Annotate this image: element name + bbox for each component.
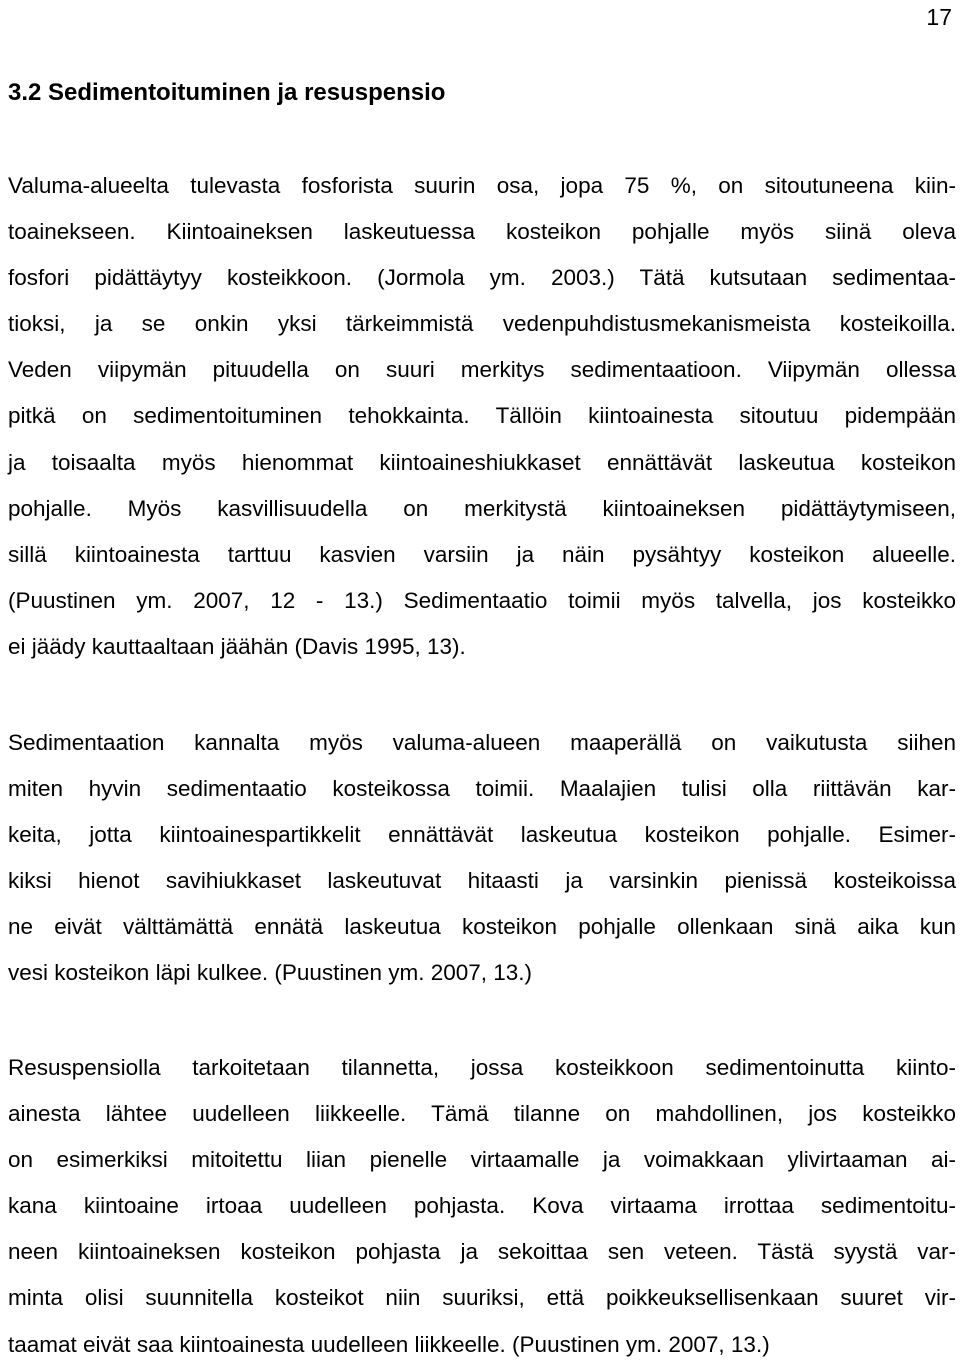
text-line: pitkä on sedimentoituminen tehokkainta. Tällöin kiintoainesta sitoutuu pidempään <box>8 403 956 429</box>
text-line: kana kiintoaine irtoaa uudelleen pohjasta. Kova virtaama irrottaa sedimentoitu- <box>8 1193 956 1219</box>
text-line: miten hyvin sedimentaatio kosteikossa toimii. Maalajien tulisi olla riittävän kar- <box>8 776 956 802</box>
paragraph-resuspension <box>8 1045 956 1368</box>
text-line: pohjalle. Myös kasvillisuudella on merkitystä kiintoaineksen pidättäytymiseen, <box>8 495 956 521</box>
section-heading: 3.2 Sedimentoituminen ja resuspensio <box>8 79 446 106</box>
text-line: Sedimentaation kannalta myös valuma-alueen maaperällä on vaikutusta siihen <box>8 730 956 755</box>
text-line: minta olisi suunnitella kosteikot niin suuriksi, että poikkeuksellisenkaan suuret vir- <box>8 1285 956 1311</box>
text-line: taamat eivät saa kiintoainesta uudelleen liikkeelle. (Puustinen ym. 2007, 13.) <box>8 1331 770 1357</box>
paragraph-soil-influence <box>8 720 956 997</box>
text-line: on esimerkiksi mitoitettu liian pienelle virtaamalle ja voimakkaan ylivirtaaman ai- <box>8 1147 956 1173</box>
text-line: ne eivät välttämättä ennätä laskeutua kosteikon pohjalle ollenkaan sinä aika kun <box>8 914 956 940</box>
text-line: ei jäädy kauttaaltaan jäähän (Davis 1995, 13). <box>8 633 466 659</box>
text-line: (Puustinen ym. 2007, 12 - 13.) Sedimentaatio toimii myös talvella, jos kosteikko <box>8 587 956 613</box>
text-line: tioksi, ja se onkin yksi tärkeimmistä vedenpuhdistusmekanismeista kosteikoilla. <box>8 311 956 337</box>
text-line: Resuspensiolla tarkoitetaan tilannetta, jossa kosteikkoon sedimentoinutta kiinto- <box>8 1055 956 1080</box>
text-line: toainekseen. Kiintoaineksen laskeutuessa kosteikon pohjalle myös siinä oleva <box>8 219 956 245</box>
text-line: Veden viipymän pituudella on suuri merkitys sedimentaatioon. Viipymän ollessa <box>8 357 956 383</box>
text-line: keita, jotta kiintoainespartikkelit ennättävät laskeutua kosteikon pohjalle. Esimer- <box>8 822 956 848</box>
text-line: Valuma-alueelta tulevasta fosforista suurin osa, jopa 75 %, on sitoutuneena kiin- <box>8 173 956 198</box>
paragraph-sedimentation <box>8 163 956 670</box>
text-line: neen kiintoaineksen kosteikon pohjasta ja sekoittaa sen veteen. Tästä syystä var- <box>8 1239 956 1265</box>
text-line: vesi kosteikon läpi kulkee. (Puustinen ym. 2007, 13.) <box>8 960 533 986</box>
text-line: fosfori pidättäytyy kosteikkoon. (Jormola ym. 2003.) Tätä kutsutaan sedimentaa- <box>8 265 956 291</box>
text-line: ja toisaalta myös hienommat kiintoaineshiukkaset ennättävät laskeutua kosteikon <box>8 449 956 475</box>
page-number: 17 <box>926 4 952 30</box>
text-line: sillä kiintoainesta tarttuu kasvien varsiin ja näin pysähtyy kosteikon alueelle. <box>8 541 956 567</box>
text-line: kiksi hienot savihiukkaset laskeutuvat hitaasti ja varsinkin pienissä kosteikoissa <box>8 868 956 894</box>
text-line: ainesta lähtee uudelleen liikkeelle. Tämä tilanne on mahdollinen, jos kosteikko <box>8 1101 956 1127</box>
